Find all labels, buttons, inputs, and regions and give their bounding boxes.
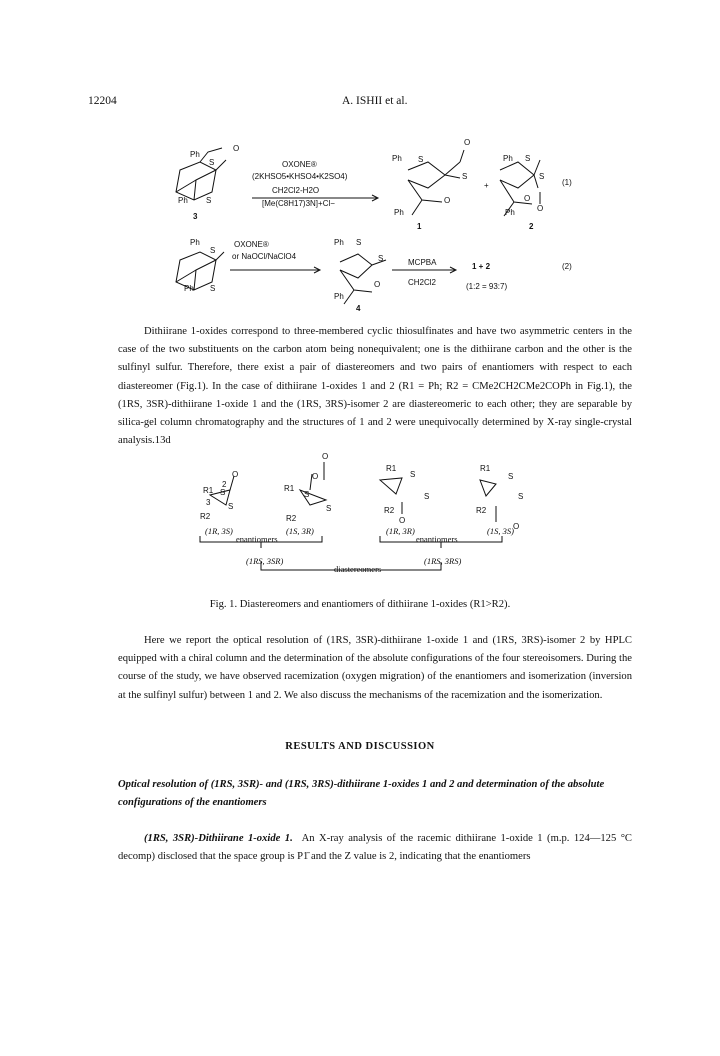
s-label: S bbox=[525, 154, 531, 163]
ph-label: Ph bbox=[190, 238, 200, 247]
r2-label: R2 bbox=[286, 514, 297, 523]
o-label: O bbox=[399, 516, 406, 525]
subheading: Optical resolution of (1RS, 3SR)- and (1RS, 3RS)-dithiirane 1-oxides 1 and 2 and determination of the absolute configurations of the enantiomers bbox=[118, 779, 605, 808]
diastereomers-label: diastereomers bbox=[334, 564, 382, 574]
compound-number: 4 bbox=[356, 304, 361, 313]
reagent-text: or NaOCl/NaClO4 bbox=[232, 252, 297, 261]
ph-label: Ph bbox=[178, 196, 188, 205]
o-label: O bbox=[232, 470, 239, 479]
o-label: O bbox=[233, 144, 240, 153]
ph-label: Ph bbox=[334, 292, 344, 301]
page-number: 12204 bbox=[88, 95, 117, 107]
body-paragraph bbox=[118, 830, 632, 866]
reagent-text: OXONE® bbox=[282, 160, 317, 169]
r2-label: R2 bbox=[384, 506, 395, 515]
reagent-text: OXONE® bbox=[234, 240, 269, 249]
s-label: S bbox=[539, 172, 545, 181]
products-text: 1 + 2 bbox=[472, 262, 491, 271]
o-label: O bbox=[444, 196, 451, 205]
config-label: (1S, 3S) bbox=[487, 526, 514, 536]
r1-label: R1 bbox=[284, 484, 295, 493]
equation-number: (2) bbox=[562, 262, 572, 271]
enantiomers-label: enantiomers bbox=[416, 534, 458, 544]
compound-number: 3 bbox=[193, 212, 198, 221]
paragraph-text: Here we report the optical resolution of (1RS, 3SR)-dithiirane 1-oxide 1 and (1RS, 3RS)-isomer 2 by HPLC equipped with a chiral column and the determination of the absolute configurations of the four stereoisomers. During the course of the study, we have observed racemization (oxygen migration) of the enantiomers and isomerization (inversion at the sulfinyl sulfur) between 1 and 2. We also discuss the mechanisms of the racemization and the isomerization. bbox=[118, 635, 632, 701]
enantiomers-label: enantiomers bbox=[236, 534, 278, 544]
ph-label: Ph bbox=[392, 154, 402, 163]
num-label: 3 bbox=[206, 498, 211, 507]
running-header: A. ISHII et al. bbox=[342, 95, 408, 107]
paragraph-text: An X-ray analysis of the racemic dithiirane 1-oxide 1 (m.p. 124—125 °C decomp) disclosed that the space group is P1̄ and the Z value is 2, indicating that the enantiomers bbox=[118, 833, 633, 863]
s-label: S bbox=[410, 470, 416, 479]
compound-number: 2 bbox=[529, 222, 534, 231]
pair-label: (1RS, 3SR) bbox=[246, 556, 284, 566]
s-label: S bbox=[462, 172, 468, 181]
s-label: S bbox=[228, 502, 234, 511]
s-label: S bbox=[424, 492, 430, 501]
o-label: O bbox=[537, 204, 544, 213]
ph-label: Ph bbox=[184, 284, 194, 293]
r1-label: R1 bbox=[480, 464, 491, 473]
o-label: O bbox=[513, 522, 520, 531]
config-label: (1R, 3R) bbox=[386, 526, 415, 536]
paragraph-text: Dithiirane 1-oxides correspond to three-membered cyclic thiosulfinates and have two asymmetric centers in the case of the two substituents on the carbon atom being nonequivalent; one is the dithiirane carbon and the other is the sulfinyl sulfur. Therefore, there exist a pair of diastereomers and two pairs of enantiomers with respect to each diastereomer (Fig.1). In the case of dithiirane 1-oxides 1 and 2 (R1 = Ph; R2 = CMe2CH2CMe2COPh in Fig.1), the (1RS, 3SR)-dithiirane 1-oxide 1 and the (1RS, 3RS)-isomer 2 are diastereomeric to each other; they are separable by silica-gel column chromatography and the structures of 1 and 2 were unequivocally determined by X-ray single-crystal analysis.13d bbox=[118, 326, 632, 447]
o-label: O bbox=[312, 472, 319, 481]
reagent-text: (2KHSO5•KHSO4•K2SO4) bbox=[252, 172, 348, 181]
s-label: S bbox=[378, 254, 384, 263]
s-label: S bbox=[209, 158, 215, 167]
s-label: S bbox=[356, 238, 362, 247]
ph-label: Ph bbox=[503, 154, 513, 163]
reagent-text: [Me(C8H17)3N]+Cl− bbox=[262, 199, 335, 208]
r2-label: R2 bbox=[200, 512, 211, 521]
r2-label: R2 bbox=[476, 506, 487, 515]
figure-caption: Fig. 1. Diastereomers and enantiomers of dithiirane 1-oxides (R1>R2). bbox=[209, 599, 511, 610]
r1-label: R1 bbox=[386, 464, 397, 473]
ph-label: Ph bbox=[190, 150, 200, 159]
ph-label: Ph bbox=[394, 208, 404, 217]
subsection-title: (1RS, 3SR)-Dithiirane 1-oxide 1. bbox=[144, 833, 293, 844]
reagent-text: CH2Cl2 bbox=[408, 278, 437, 287]
num-label: 2 bbox=[222, 480, 227, 489]
s-label: S bbox=[304, 490, 310, 499]
o-label: O bbox=[374, 280, 381, 289]
config-label: (1S, 3R) bbox=[286, 526, 314, 536]
o-label: O bbox=[322, 452, 329, 461]
s-label: S bbox=[508, 472, 514, 481]
s-label: S bbox=[220, 488, 226, 497]
body-paragraph bbox=[118, 323, 632, 450]
figure1-drawing bbox=[190, 450, 530, 580]
o-label: O bbox=[464, 138, 471, 147]
reagent-text: MCPBA bbox=[408, 258, 437, 267]
equation-number: (1) bbox=[562, 178, 572, 187]
reagent-text: CH2Cl2-H2O bbox=[272, 186, 320, 195]
ph-label: Ph bbox=[505, 208, 515, 217]
s-label: S bbox=[418, 155, 424, 164]
s-label: S bbox=[206, 196, 212, 205]
body-paragraph bbox=[118, 632, 632, 705]
o-label: O bbox=[524, 194, 531, 203]
config-label: (1R, 3S) bbox=[205, 526, 233, 536]
ratio-text: (1:2 = 93:7) bbox=[466, 282, 508, 291]
plus-sign: + bbox=[484, 181, 489, 190]
r1-label: R1 bbox=[203, 486, 214, 495]
s-label: S bbox=[326, 504, 332, 513]
section-heading: RESULTS AND DISCUSSION bbox=[285, 741, 435, 752]
s-label: S bbox=[210, 246, 216, 255]
s-label: S bbox=[518, 492, 524, 501]
pair-label: (1RS, 3RS) bbox=[424, 556, 462, 566]
ph-label: Ph bbox=[334, 238, 344, 247]
compound-number: 1 bbox=[417, 222, 422, 231]
s-label: S bbox=[210, 284, 216, 293]
